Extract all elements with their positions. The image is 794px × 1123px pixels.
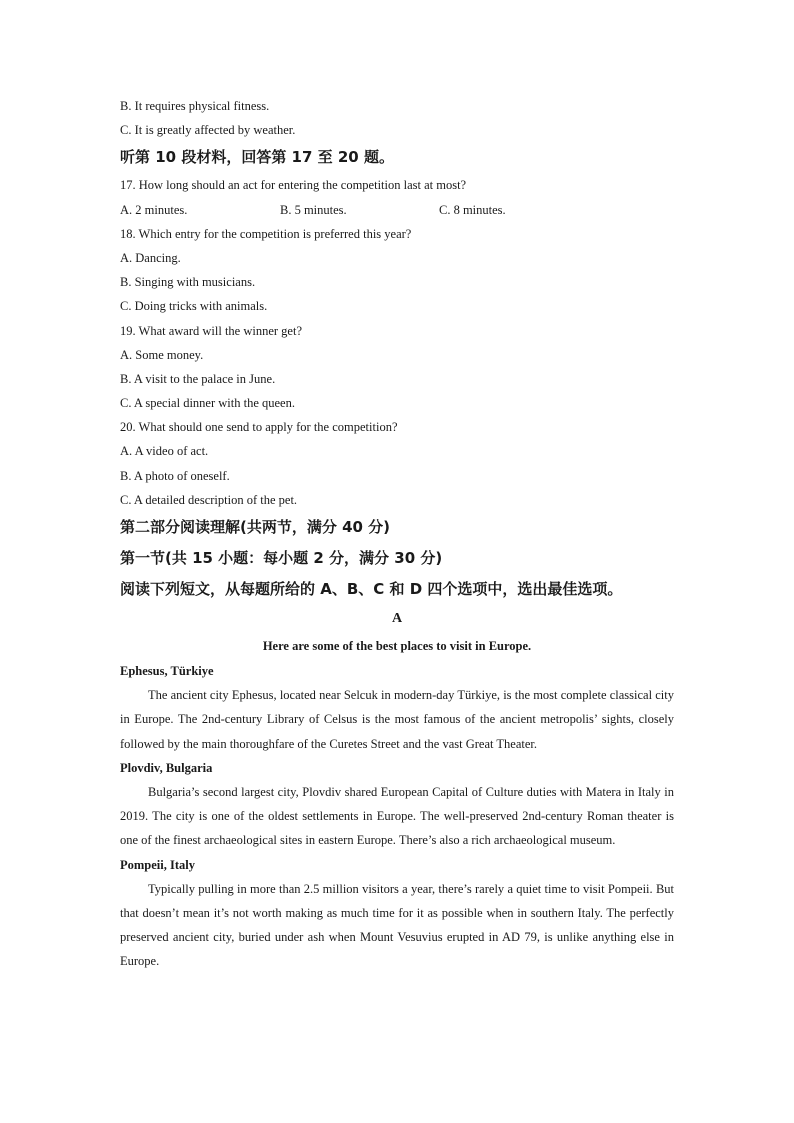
place-name-ephesus: Ephesus, Türkiye — [120, 664, 214, 678]
q17-option-b: B. 5 minutes. — [280, 202, 347, 217]
q19-stem: 19. What award will the winner get? — [120, 323, 303, 338]
part2-heading: 第二部分阅读理解(共两节，满分 40 分) — [120, 518, 391, 536]
q18-option-c: C. Doing tricks with animals. — [120, 299, 268, 314]
place-text-plovdiv: Bulgaria’s second largest city, Plovdiv shared European Capital of Culture duties with Matera in Italy in 2019. The city is one of the oldest settlements in Europe. The well-preserved 2nd-century Roman theater is one of the finest archaeological sites in eastern Europe. There’s also a rich archaeological museum. — [120, 784, 674, 848]
q20-option-a: A. A video of act. — [120, 444, 209, 459]
q17-option-c: C. 8 minutes. — [439, 202, 506, 217]
q16-option-c: C. It is greatly affected by weather. — [120, 123, 296, 138]
place-name-pompeii: Pompeii, Italy — [120, 857, 195, 872]
q17-options — [120, 198, 674, 222]
q19-option-a: A. Some money. — [120, 347, 204, 362]
place-text-pompeii: Typically pulling in more than 2.5 million visitors a year, there’s rarely a quiet time to visit Pompeii. But that doesn’t mean it’s not worth making as much time for it as possible when in southern Italy. The perfectly preserved ancient city, buried under ash when Mount Vesuvius erupted in AD 79, is unlike anything else in Europe. — [120, 881, 674, 969]
q19-option-b: B. A visit to the palace in June. — [120, 371, 276, 386]
q17-option-a: A. 2 minutes. — [120, 202, 188, 217]
q16-option-b: B. It requires physical fitness. — [120, 99, 270, 113]
q18-option-a: A. Dancing. — [120, 250, 181, 265]
exam-page — [120, 94, 674, 974]
passage-letter: A — [391, 611, 403, 626]
passage-title: Here are some of the best places to visit in Europe. — [262, 639, 532, 653]
q19-option-c: C. A special dinner with the queen. — [120, 396, 295, 411]
place-text-ephesus: The ancient city Ephesus, located near Selcuk in modern-day Türkiye, is the most complete classical city in Europe. The 2nd-century Library of Celsus is the most famous of the ancient metropolis’ sights, closely followed by the main thoroughfare of the Curetes Street and the vast Great Theater. — [120, 688, 674, 751]
q18-stem: 18. Which entry for the competition is preferred this year? — [120, 226, 412, 241]
section1-instruction: 阅读下列短文，从每题所给的 A、B、C 和 D 四个选项中，选出最佳选项。 — [120, 580, 623, 598]
q18-option-b: B. Singing with musicians. — [120, 275, 256, 290]
q20-option-c: C. A detailed description of the pet. — [120, 492, 298, 507]
section1-heading: 第一节(共 15 小题：每小题 2 分，满分 30 分) — [120, 549, 443, 567]
listening-10-instruction: 听第 10 段材料，回答第 17 至 20 题。 — [120, 148, 394, 167]
place-name-plovdiv: Plovdiv, Bulgaria — [120, 760, 213, 775]
q20-option-b: B. A photo of oneself. — [120, 468, 230, 483]
q17-stem: 17. How long should an act for entering the competition last at most? — [120, 178, 467, 193]
q20-stem: 20. What should one send to apply for the competition? — [120, 420, 398, 435]
